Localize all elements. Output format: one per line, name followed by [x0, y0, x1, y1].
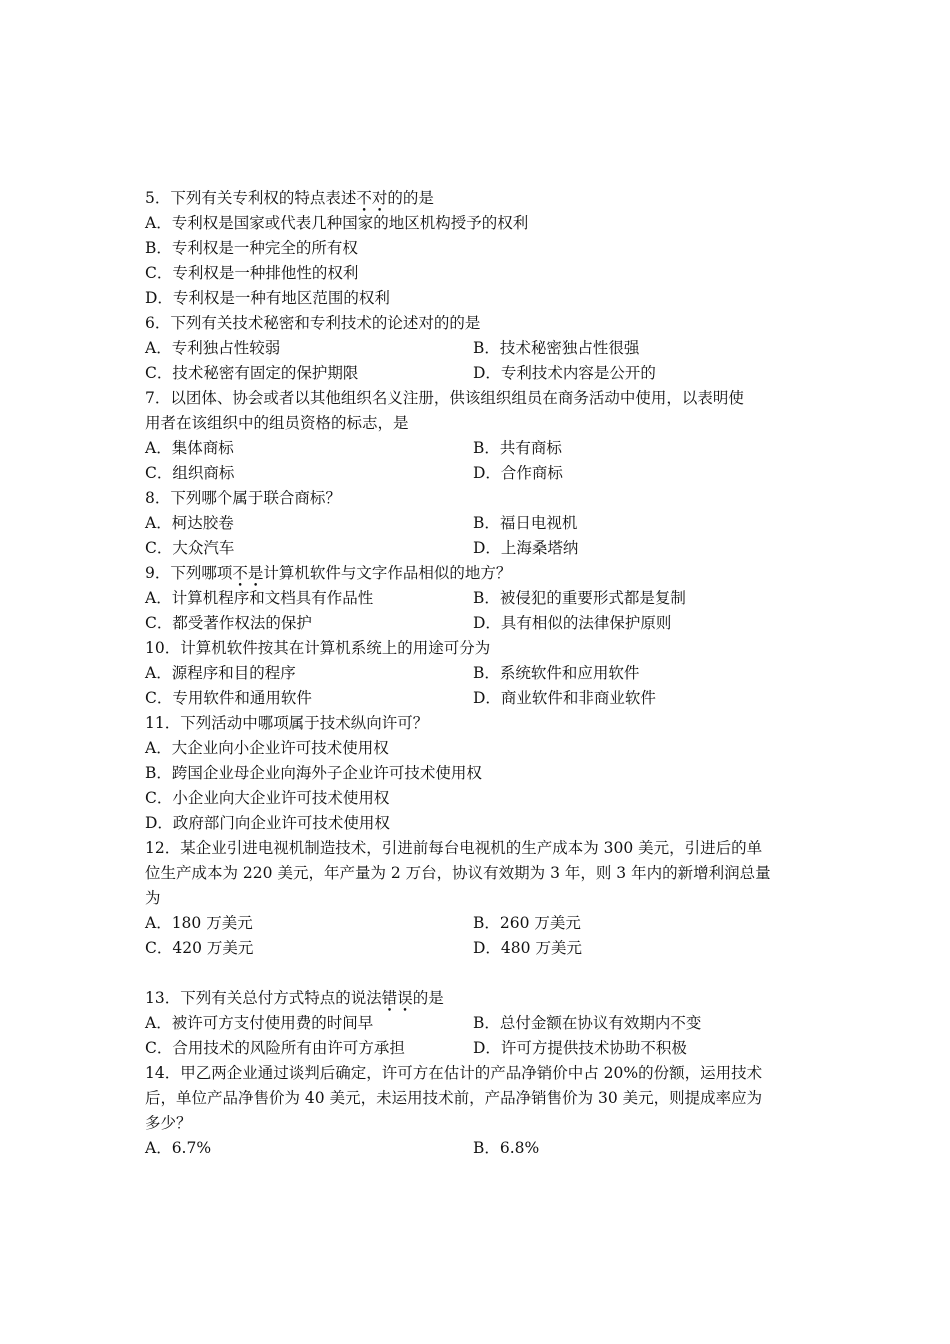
question-5-option-d: D．专利权是一种有地区范围的权利: [145, 289, 390, 307]
blank-line: [145, 961, 810, 986]
question-14-stem-line-2: 后，单位产品净售价为 40 美元，未运用技术前，产品净销售价为 30 美元，则提成率应为: [145, 1089, 763, 1107]
question-9-stem: [145, 561, 810, 586]
question-8-option-c: C．大众汽车: [145, 539, 235, 557]
question-12-stem-line-3: 为: [145, 889, 161, 907]
question-7-option-c: C．组织商标: [145, 464, 235, 482]
question-7-stem-line-1: 7．以团体、协会或者以其他组织名义注册，供该组织组员在商务活动中使用，以表明使: [145, 389, 744, 407]
question-6-option-c: C．技术秘密有固定的保护期限: [145, 364, 359, 382]
question-13-option-a: A．被许可方支付使用费的时间早: [145, 1014, 374, 1032]
question-10-option-c: C．专用软件和通用软件: [145, 689, 312, 707]
question-10-stem: 10．计算机软件按其在计算机系统上的用途可分为: [145, 639, 491, 657]
question-8-options-row-1: [145, 511, 810, 536]
emphasis-mark: 不: [356, 189, 372, 207]
question-5-text: 5．下列有关专利权的特点表述: [145, 189, 357, 207]
question-9-text-end: 计算机软件与文字作品相似的地方？: [263, 564, 512, 582]
question-13-option-b: B．总付金额在协议有效期内不变: [473, 1014, 702, 1032]
question-12-stem-line-2: 位生产成本为 220 美元，年产量为 2 万台，协议有效期为 3 年，则 3 年内的新增利润总量: [145, 864, 771, 882]
question-9-option-b: B．被侵犯的重要形式都是复制: [473, 589, 686, 607]
question-7-options-row-1: [145, 436, 810, 461]
question-11-stem: 11．下列活动中哪项属于技术纵向许可？: [145, 714, 429, 732]
question-5-option-a: A．专利权是国家或代表几种国家的地区机构授予的权利: [145, 214, 529, 232]
question-9-text: 9．下列哪项: [145, 564, 233, 582]
question-11-option-c: C．小企业向大企业许可技术使用权: [145, 789, 390, 807]
question-6-option-d: D．专利技术内容是公开的: [473, 364, 656, 382]
question-8-option-d: D．上海桑塔纳: [473, 539, 579, 557]
question-9-option-d: D．具有相似的法律保护原则: [473, 614, 672, 632]
question-13-text-end: 的是: [412, 989, 444, 1007]
question-5-stem: [145, 186, 810, 211]
question-7-stem-line-2: 用者在该组织中的组员资格的标志，是: [145, 414, 409, 432]
question-11-option-d: D．政府部门向企业许可技术使用权: [145, 814, 390, 832]
question-8-stem: 8．下列哪个属于联合商标？: [145, 489, 341, 507]
question-12-options-row-1: [145, 911, 810, 936]
question-7-option-b: B．共有商标: [473, 439, 562, 457]
emphasis-mark: 是: [247, 564, 264, 582]
question-14-options-row-1: [145, 1136, 810, 1161]
question-8-option-a: A．柯达胶卷: [145, 514, 234, 532]
question-5-option-b: B．专利权是一种完全的所有权: [145, 239, 358, 257]
question-8-option-b: B．福日电视机: [473, 514, 578, 532]
emphasis-mark: 错: [381, 989, 398, 1007]
question-13-text: 13．下列有关总付方式特点的说法: [145, 989, 382, 1007]
question-12-option-d: D．480 万美元: [473, 939, 582, 957]
emphasis-mark: 误: [397, 989, 413, 1007]
question-5-option-c: C．专利权是一种排他性的权利: [145, 264, 359, 282]
question-12-option-c: C．420 万美元: [145, 939, 254, 957]
question-5-text-end: 的的是: [387, 189, 434, 207]
question-9-options-row-2: [145, 611, 810, 636]
question-9-option-c: C．都受著作权法的保护: [145, 614, 312, 632]
question-7-option-d: D．合作商标: [473, 464, 563, 482]
question-12-options-row-2: [145, 936, 810, 961]
question-11-option-a: A．大企业向小企业许可技术使用权: [145, 739, 389, 757]
question-13-options-row-1: [145, 1011, 810, 1036]
question-6-options-row-2: [145, 361, 810, 386]
question-9-option-a: A．计算机程序和文档具有作品性: [145, 589, 374, 607]
question-14-option-a: A．6.7%: [145, 1139, 212, 1157]
question-6-options-row-1: [145, 336, 810, 361]
question-14-option-b: B．6.8%: [473, 1139, 540, 1157]
question-12-option-b: B．260 万美元: [473, 914, 581, 932]
emphasis-mark: 对: [371, 189, 388, 207]
question-14-stem-line-3: 多少？: [145, 1114, 192, 1132]
question-list: [145, 186, 810, 1161]
question-14-stem-line-1: 14．甲乙两企业通过谈判后确定，许可方在估计的产品净销价中占 20%的份额，运用技术: [145, 1064, 763, 1082]
question-13-option-c: C．合用技术的风险所有由许可方承担: [145, 1039, 405, 1057]
question-12-option-a: A．180 万美元: [145, 914, 253, 932]
question-13-stem: [145, 986, 810, 1011]
emphasis-mark: 不: [232, 564, 248, 582]
question-6-option-a: A．专利独占性较弱: [145, 339, 281, 357]
question-7-options-row-2: [145, 461, 810, 486]
question-12-stem-line-1: 12．某企业引进电视机制造技术，引进前每台电视机的生产成本为 300 美元，引进后的单: [145, 839, 763, 857]
question-6-option-b: B．技术秘密独占性很强: [473, 339, 640, 357]
question-11-option-b: B．跨国企业母企业向海外子企业许可技术使用权: [145, 764, 482, 782]
question-10-option-b: B．系统软件和应用软件: [473, 664, 640, 682]
question-10-option-a: A．源程序和目的程序: [145, 664, 296, 682]
question-8-options-row-2: [145, 536, 810, 561]
question-10-options-row-2: [145, 686, 810, 711]
question-13-options-row-2: [145, 1036, 810, 1061]
question-13-option-d: D．许可方提供技术协助不积极: [473, 1039, 687, 1057]
question-6-stem: 6．下列有关技术秘密和专利技术的论述对的的是: [145, 314, 481, 332]
question-10-option-d: D．商业软件和非商业软件: [473, 689, 656, 707]
question-7-option-a: A．集体商标: [145, 439, 234, 457]
question-10-options-row-1: [145, 661, 810, 686]
question-9-options-row-1: [145, 586, 810, 611]
